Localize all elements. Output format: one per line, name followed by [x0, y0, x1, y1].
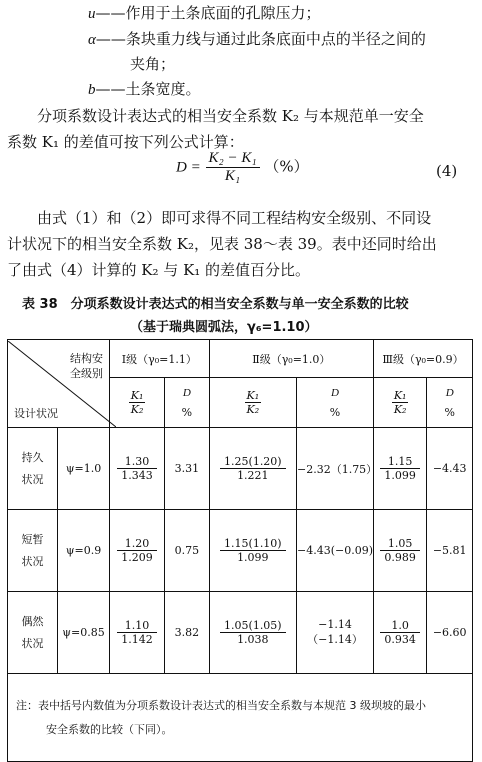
para2-line3: 了由式（4）计算的 K₂ 与 K₁ 的差值百分比。 — [7, 261, 311, 279]
k-ratio-den: K₂ — [393, 403, 407, 416]
def-text: ——作用于土条底面的孔隙压力； — [95, 4, 321, 22]
situation-cell — [8, 428, 58, 510]
corner-label-bottom: 设计状况 — [14, 406, 58, 420]
d-cell: 3.31 — [165, 428, 210, 510]
def-symbol: α — [88, 32, 96, 48]
k2-value: 1.142 — [121, 633, 153, 646]
situation-label: 状况 — [21, 554, 44, 568]
para2-line2: 计状况下的相当安全系数 K₂，见表 38～表 39。表中还同时给出 — [7, 235, 437, 253]
situation-label: 状况 — [21, 636, 44, 650]
table-subtitle: （基于瑞典圆弧法，γ₆=1.10） — [130, 320, 318, 335]
table-note-row — [8, 674, 473, 762]
level-1-header: Ⅰ级（γ₀=1.1） — [110, 340, 210, 378]
equation-number: (4) — [436, 162, 458, 180]
subheader-k-ratio — [209, 378, 296, 428]
d-unit: % — [444, 405, 455, 419]
k2-value: 1.038 — [237, 633, 269, 646]
def-u — [88, 2, 321, 23]
k-ratio-cell — [110, 510, 165, 592]
comparison-table — [7, 339, 473, 762]
k1-value: 1.15 — [380, 455, 420, 469]
corner-label-top-1: 结构安 — [70, 351, 103, 365]
table-row — [8, 428, 473, 510]
def-text: ——土条宽度。 — [95, 80, 201, 98]
d-label: D — [331, 386, 339, 399]
k-ratio-num: K₁ — [246, 389, 260, 402]
situation-cell — [8, 510, 58, 592]
def-text: 夹角； — [130, 55, 176, 73]
k1-value: 1.30 — [117, 455, 157, 469]
d-unit: % — [181, 405, 193, 419]
def-alpha — [88, 28, 426, 49]
subheader-d — [296, 378, 373, 428]
k1-value: 1.10 — [117, 619, 157, 633]
d-unit: % — [329, 405, 341, 419]
d-cell: 0.75 — [165, 510, 210, 592]
note-line-1: 注：表中括号内数值为分项系数设计表达式的相当安全系数与本规范 3 级坝坡的最小 — [16, 698, 426, 712]
psi-cell: ψ=0.85 — [58, 592, 110, 674]
k-ratio-cell — [110, 592, 165, 674]
equation-fraction — [206, 150, 260, 185]
k-ratio-cell — [209, 428, 296, 510]
table-note — [8, 674, 473, 762]
table-title: 表 38 分项系数设计表达式的相当安全系数与单一安全系数的比较 — [22, 297, 409, 312]
k-ratio-den: K₂ — [246, 403, 260, 416]
corner-label-top — [70, 351, 103, 381]
d-cell: −2.32（1.75） — [296, 428, 373, 510]
k-ratio-num: K₁ — [393, 389, 407, 402]
k2-value: 1.099 — [384, 469, 416, 482]
equation-numerator: K₂ − K₁ — [206, 150, 260, 168]
subheader-d — [427, 378, 473, 428]
level-3-header: Ⅲ级（γ₀=0.9） — [374, 340, 473, 378]
situation-label: 状况 — [21, 472, 44, 486]
def-alpha-cont — [130, 53, 175, 74]
def-text: ——条块重力线与通过此条底面中点的半径之间的 — [95, 30, 426, 48]
psi-cell: ψ=1.0 — [58, 428, 110, 510]
equation — [176, 150, 309, 185]
table-row — [8, 592, 473, 674]
k2-value: 0.934 — [384, 633, 416, 646]
d-cell: −4.43 — [427, 428, 473, 510]
para1-line1: 分项系数设计表达式的相当安全系数 K₂ 与本规范单一安全 — [37, 107, 424, 125]
k2-value: 1.343 — [121, 469, 153, 482]
def-symbol: u — [88, 6, 96, 22]
k-ratio-cell — [110, 428, 165, 510]
k-ratio-cell — [374, 510, 427, 592]
subheader-k-ratio — [374, 378, 427, 428]
k2-value: 1.221 — [237, 469, 269, 482]
d-label: D — [182, 386, 191, 399]
k1-value: 1.0 — [380, 619, 420, 633]
equation-unit: （%） — [264, 157, 309, 176]
psi-cell: ψ=0.9 — [58, 510, 110, 592]
k-ratio-den: K₂ — [130, 403, 144, 416]
note-line-2: 安全系数的比较（下同）。 — [46, 722, 173, 736]
def-symbol: b — [88, 82, 96, 98]
subheader-k-ratio — [110, 378, 165, 428]
d-cell: −5.81 — [427, 510, 473, 592]
k1-value: 1.05 — [380, 537, 420, 551]
situation-cell — [8, 592, 58, 674]
table-row — [8, 510, 473, 592]
d-label: D — [445, 386, 454, 399]
k2-value: 0.989 — [384, 551, 416, 564]
def-b — [88, 78, 201, 99]
equation-denominator: K₁ — [224, 168, 241, 184]
k-ratio-num: K₁ — [130, 389, 144, 402]
k-ratio-cell — [209, 592, 296, 674]
k1-value: 1.15(1.10) — [220, 537, 286, 551]
para2-line1: 由式（1）和（2）即可求得不同工程结构安全级别、不同设 — [37, 209, 432, 227]
equation-lhs: D = — [176, 159, 201, 176]
d-cell: −1.14（−1.14） — [296, 592, 373, 674]
level-2-header: Ⅱ级（γ₀=1.0） — [209, 340, 373, 378]
k1-value: 1.05(1.05) — [220, 619, 286, 633]
k-ratio-cell — [209, 510, 296, 592]
d-cell: −6.60 — [427, 592, 473, 674]
k-ratio-cell — [374, 428, 427, 510]
situation-label: 持久 — [21, 450, 44, 464]
situation-label: 偶然 — [21, 614, 44, 628]
table-header-row — [8, 340, 473, 378]
k-ratio-cell — [374, 592, 427, 674]
k1-value: 1.25(1.20) — [220, 455, 286, 469]
table-corner-cell — [8, 340, 110, 428]
d-cell: 3.82 — [165, 592, 210, 674]
situation-label: 短暂 — [21, 532, 44, 546]
k2-value: 1.099 — [237, 551, 269, 564]
k2-value: 1.209 — [121, 551, 153, 564]
k1-value: 1.20 — [117, 537, 157, 551]
corner-label-top-2: 全级别 — [70, 366, 103, 380]
d-cell: −4.43(−0.09) — [296, 510, 373, 592]
subheader-d — [165, 378, 210, 428]
para1-line2: 系数 K₁ 的差值可按下列公式计算： — [7, 133, 244, 151]
